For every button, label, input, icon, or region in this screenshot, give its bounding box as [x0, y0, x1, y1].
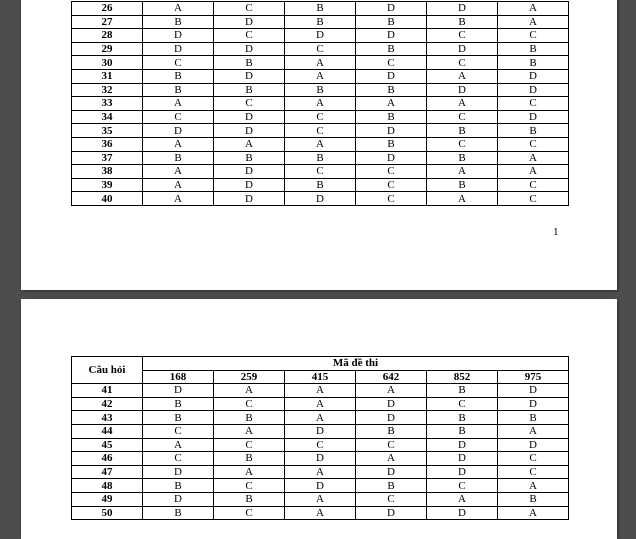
answer-cell: B [143, 69, 214, 83]
answer-cell: A [285, 465, 356, 479]
answer-cell: C [285, 124, 356, 138]
answer-cell: D [498, 110, 569, 124]
answer-cell: D [285, 452, 356, 466]
question-number: 32 [72, 83, 143, 97]
answer-cell: B [356, 15, 427, 29]
answer-cell: A [143, 438, 214, 452]
answer-cell: C [285, 110, 356, 124]
answer-cell: B [498, 56, 569, 70]
answer-cell: C [356, 492, 427, 506]
question-number: 29 [72, 42, 143, 56]
answer-table-1-body [72, 2, 569, 206]
answer-cell: D [285, 29, 356, 43]
answer-cell: B [285, 83, 356, 97]
answer-cell: B [285, 178, 356, 192]
answer-cell: C [427, 137, 498, 151]
answer-cell: C [498, 97, 569, 111]
answer-cell: A [427, 97, 498, 111]
exam-codes-row [72, 370, 569, 384]
answer-cell: C [356, 192, 427, 206]
question-number: 49 [72, 492, 143, 506]
exam-code-cell: 168 [143, 370, 214, 384]
answer-cell: A [356, 384, 427, 398]
answer-cell: C [356, 178, 427, 192]
answer-cell: D [356, 465, 427, 479]
answer-cell: D [356, 69, 427, 83]
answer-cell: D [214, 15, 285, 29]
answer-cell: C [143, 110, 214, 124]
answer-cell: C [214, 438, 285, 452]
answer-cell: A [427, 165, 498, 179]
answer-table-2-body [72, 384, 569, 520]
table-row [72, 165, 569, 179]
answer-cell: C [214, 479, 285, 493]
answer-cell: D [427, 465, 498, 479]
answer-cell: D [427, 452, 498, 466]
question-number: 50 [72, 506, 143, 520]
table-row [72, 506, 569, 520]
answer-cell: D [214, 124, 285, 138]
question-number: 43 [72, 411, 143, 425]
question-number: 28 [72, 29, 143, 43]
question-number: 45 [72, 438, 143, 452]
answer-cell: D [143, 124, 214, 138]
answer-cell: D [356, 506, 427, 520]
answer-cell: C [427, 110, 498, 124]
question-number: 40 [72, 192, 143, 206]
answer-cell: A [498, 165, 569, 179]
table-row [72, 15, 569, 29]
answer-cell: B [143, 15, 214, 29]
answer-cell: A [285, 506, 356, 520]
question-number: 48 [72, 479, 143, 493]
answer-cell: B [214, 56, 285, 70]
answer-cell: B [427, 384, 498, 398]
answer-cell: B [285, 151, 356, 165]
answer-cell: D [143, 29, 214, 43]
header-row [72, 357, 569, 371]
table-row [72, 465, 569, 479]
table-row [72, 384, 569, 398]
answer-cell: D [214, 110, 285, 124]
answer-cell: C [214, 2, 285, 16]
table-row [72, 492, 569, 506]
answer-cell: A [143, 165, 214, 179]
answer-cell: D [498, 438, 569, 452]
answer-cell: C [498, 29, 569, 43]
answer-cell: B [143, 479, 214, 493]
answer-table-2-header [72, 357, 569, 384]
answer-cell: D [427, 2, 498, 16]
answer-cell: D [427, 506, 498, 520]
answer-cell: C [285, 438, 356, 452]
answer-cell: A [285, 137, 356, 151]
answer-cell: B [356, 424, 427, 438]
answer-cell: B [427, 411, 498, 425]
answer-cell: A [214, 137, 285, 151]
document-page-2 [21, 299, 617, 539]
answer-cell: A [498, 15, 569, 29]
answer-cell: A [427, 492, 498, 506]
answer-cell: D [214, 69, 285, 83]
answer-cell: B [214, 492, 285, 506]
answer-cell: C [356, 56, 427, 70]
answer-cell: B [356, 110, 427, 124]
answer-cell: D [356, 2, 427, 16]
answer-cell: A [427, 69, 498, 83]
answer-cell: B [143, 151, 214, 165]
table-row [72, 438, 569, 452]
answer-cell: D [285, 192, 356, 206]
answer-cell: A [143, 97, 214, 111]
answer-cell: C [143, 56, 214, 70]
answer-cell: A [498, 151, 569, 165]
question-number: 33 [72, 97, 143, 111]
answer-cell: D [143, 465, 214, 479]
table-row [72, 56, 569, 70]
answer-cell: C [285, 42, 356, 56]
answer-cell: D [427, 438, 498, 452]
table-row [72, 124, 569, 138]
answer-cell: B [285, 15, 356, 29]
table-row [72, 2, 569, 16]
answer-cell: B [427, 15, 498, 29]
answer-cell: A [143, 2, 214, 16]
answer-cell: B [498, 42, 569, 56]
table-row [72, 479, 569, 493]
answer-cell: D [214, 192, 285, 206]
answer-cell: C [427, 479, 498, 493]
answer-cell: D [498, 83, 569, 97]
question-number: 36 [72, 137, 143, 151]
answer-cell: C [214, 506, 285, 520]
answer-cell: B [498, 492, 569, 506]
answer-cell: A [214, 424, 285, 438]
table-row [72, 97, 569, 111]
answer-table-2 [71, 356, 569, 520]
answer-cell: C [498, 137, 569, 151]
answer-cell: D [427, 42, 498, 56]
answer-cell: B [214, 411, 285, 425]
table-row [72, 110, 569, 124]
answer-cell: B [356, 83, 427, 97]
table-row [72, 151, 569, 165]
exam-code-cell: 642 [356, 370, 427, 384]
document-page-1 [21, 0, 617, 290]
answer-cell: A [143, 192, 214, 206]
question-number: 26 [72, 2, 143, 16]
answer-cell: D [143, 492, 214, 506]
answer-cell: D [214, 178, 285, 192]
answer-cell: A [285, 411, 356, 425]
answer-cell: C [214, 397, 285, 411]
answer-cell: B [214, 151, 285, 165]
answer-cell: A [427, 192, 498, 206]
answer-cell: B [498, 411, 569, 425]
answer-cell: B [285, 2, 356, 16]
answer-cell: D [356, 124, 427, 138]
answer-cell: A [356, 97, 427, 111]
answer-cell: B [427, 124, 498, 138]
answer-cell: B [427, 151, 498, 165]
table-row [72, 397, 569, 411]
answer-cell: B [143, 83, 214, 97]
question-number: 42 [72, 397, 143, 411]
question-number: 27 [72, 15, 143, 29]
answer-cell: B [427, 424, 498, 438]
exam-code-cell: 852 [427, 370, 498, 384]
answer-table-1 [71, 1, 569, 206]
answer-cell: C [427, 397, 498, 411]
answer-cell: A [143, 137, 214, 151]
answer-cell: C [427, 56, 498, 70]
answer-cell: C [285, 165, 356, 179]
table-row [72, 42, 569, 56]
question-number: 35 [72, 124, 143, 138]
answer-cell: B [143, 506, 214, 520]
answer-cell: C [498, 192, 569, 206]
answer-cell: A [498, 506, 569, 520]
answer-cell: B [498, 124, 569, 138]
answer-cell: B [143, 411, 214, 425]
answer-cell: C [214, 97, 285, 111]
answer-cell: A [285, 492, 356, 506]
table-row [72, 178, 569, 192]
table-row [72, 69, 569, 83]
question-number: 30 [72, 56, 143, 70]
question-number: 37 [72, 151, 143, 165]
question-number: 46 [72, 452, 143, 466]
table-row [72, 192, 569, 206]
answer-cell: C [498, 465, 569, 479]
answer-cell: A [498, 424, 569, 438]
answer-cell: A [285, 97, 356, 111]
answer-cell: D [143, 42, 214, 56]
answer-cell: A [498, 2, 569, 16]
answer-cell: A [214, 384, 285, 398]
answer-cell: D [427, 83, 498, 97]
table-row [72, 411, 569, 425]
exam-code-cell: 975 [498, 370, 569, 384]
answer-cell: B [143, 397, 214, 411]
answer-cell: D [214, 42, 285, 56]
question-number: 34 [72, 110, 143, 124]
table-row [72, 137, 569, 151]
answer-cell: A [356, 452, 427, 466]
answer-cell: B [214, 83, 285, 97]
answer-cell: D [285, 424, 356, 438]
answer-cell: A [214, 465, 285, 479]
answer-cell: D [498, 69, 569, 83]
question-number: 31 [72, 69, 143, 83]
answer-cell: B [356, 137, 427, 151]
answer-cell: D [498, 397, 569, 411]
answer-cell: D [285, 479, 356, 493]
answer-cell: B [356, 479, 427, 493]
answer-cell: C [498, 452, 569, 466]
answer-cell: C [214, 29, 285, 43]
answer-cell: A [285, 384, 356, 398]
question-column-header: Câu hỏi [72, 357, 143, 384]
answer-cell: D [356, 397, 427, 411]
exam-code-header: Mã đề thi [143, 357, 569, 371]
answer-cell: D [498, 384, 569, 398]
exam-code-cell: 259 [214, 370, 285, 384]
question-number: 47 [72, 465, 143, 479]
table-row [72, 452, 569, 466]
table-row [72, 424, 569, 438]
table-row [72, 29, 569, 43]
answer-cell: D [214, 165, 285, 179]
answer-cell: D [356, 151, 427, 165]
answer-cell: C [356, 438, 427, 452]
table-row [72, 83, 569, 97]
answer-cell: A [498, 479, 569, 493]
answer-cell: C [498, 178, 569, 192]
answer-cell: A [143, 178, 214, 192]
answer-cell: C [427, 29, 498, 43]
page-number: 1 [553, 226, 559, 238]
answer-cell: D [356, 29, 427, 43]
answer-cell: C [356, 165, 427, 179]
answer-cell: A [285, 56, 356, 70]
question-number: 39 [72, 178, 143, 192]
answer-cell: B [427, 178, 498, 192]
answer-cell: C [143, 452, 214, 466]
answer-cell: B [356, 42, 427, 56]
question-number: 38 [72, 165, 143, 179]
answer-cell: A [285, 397, 356, 411]
answer-cell: D [356, 411, 427, 425]
exam-code-cell: 415 [285, 370, 356, 384]
answer-cell: A [285, 69, 356, 83]
answer-cell: B [214, 452, 285, 466]
question-number: 44 [72, 424, 143, 438]
answer-cell: D [143, 384, 214, 398]
answer-cell: C [143, 424, 214, 438]
question-number: 41 [72, 384, 143, 398]
